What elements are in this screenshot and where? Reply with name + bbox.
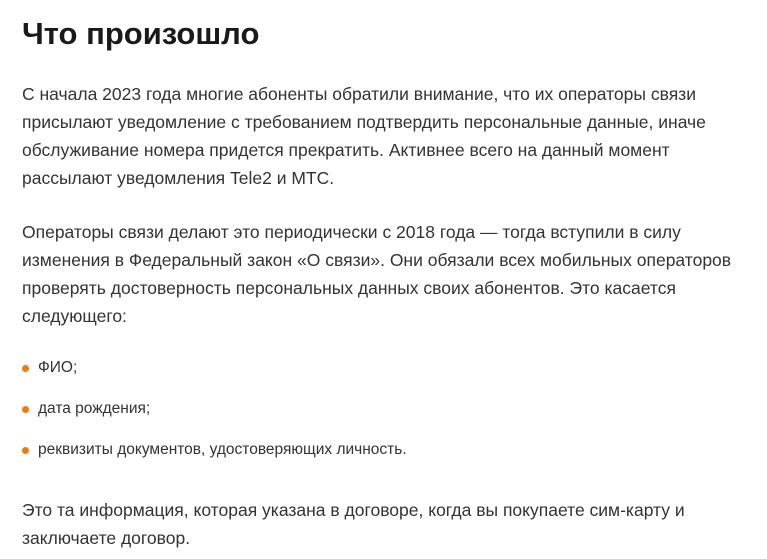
- bullet-icon: [22, 365, 29, 372]
- bullet-icon: [22, 406, 29, 413]
- list-item-text: ФИО;: [38, 359, 78, 376]
- list-item: [22, 354, 757, 382]
- article: [22, 0, 757, 552]
- list-item-text: реквизиты документов, удостоверяющих личность.: [38, 441, 407, 458]
- list-item-text: дата рождения;: [38, 400, 151, 417]
- paragraph-law: Операторы связи делают это периодически с 2018 года — тогда вступили в силу изменения в Федеральный закон «О связи». Они обязали всех мобильных операторов проверять достоверность персональных данных своих абонентов. Это касается следующего:: [22, 222, 732, 326]
- data-list: [22, 354, 757, 464]
- bullet-icon: [22, 447, 29, 454]
- paragraph-conclusion: Это та информация, которая указана в договоре, когда вы покупаете сим-карту и заключаете договор.: [22, 500, 685, 548]
- list-item: [22, 436, 757, 464]
- list-item: [22, 395, 757, 423]
- paragraph-intro: С начала 2023 года многие абоненты обратили внимание, что их операторы связи присылают уведомление с требованием подтвердить персональные данные, иначе обслуживание номера придется прекратить. Активнее всего на данный момент рассылают уведомления Tele2 и МТС.: [22, 84, 706, 188]
- article-heading: Что произошло: [22, 16, 260, 51]
